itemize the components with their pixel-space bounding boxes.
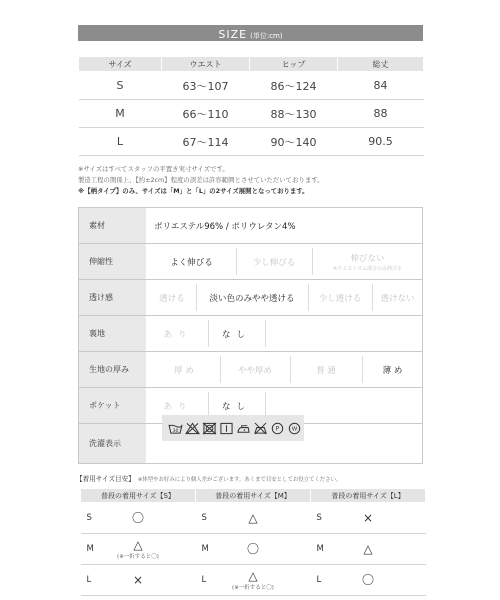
size-letter: S: [316, 513, 322, 523]
wash-30-icon: [168, 422, 183, 435]
note-3: ※【柄タイプ】のみ、サイズは「M」と「L」の2サイズ展開となっております。: [78, 187, 309, 195]
fit-mark: △: [363, 542, 373, 556]
size-cell: M: [79, 100, 162, 128]
guide-cell: [196, 534, 311, 565]
waist-cell: 66〜110: [162, 100, 250, 128]
svg-text:30: 30: [172, 428, 179, 434]
fit-note: (※一折すると〇): [117, 554, 159, 560]
fit-mark: 〇: [361, 573, 374, 587]
size-letter: M: [316, 544, 324, 554]
no-dry-clean-icon: [253, 422, 268, 435]
pocket-option: あり: [163, 401, 193, 412]
pocket-option: なし: [221, 401, 251, 412]
spec-label: 裏地: [79, 316, 146, 351]
no-bleach-icon: [185, 422, 200, 435]
size-letter: M: [201, 544, 209, 554]
sheer-option: 透ける: [159, 293, 185, 304]
fit-note: (※一折すると〇): [232, 585, 274, 591]
fit-mark: △: [248, 569, 258, 583]
spec-row-stretch: [79, 244, 422, 280]
guide-cell: [311, 565, 426, 596]
hip-cell: 88〜130: [250, 100, 338, 128]
table-row: [81, 534, 426, 565]
table-row: [79, 100, 424, 128]
header-length: 総丈: [338, 57, 424, 72]
care-label-strip: [162, 415, 304, 441]
table-row: [81, 565, 426, 596]
header-hip: ヒップ: [250, 57, 338, 72]
size-letter: L: [316, 575, 322, 585]
header-waist: ウエスト: [162, 57, 250, 72]
thickness-option: 薄 め: [382, 365, 403, 376]
size-letter: S: [86, 513, 92, 523]
size-notes: [78, 164, 324, 197]
size-unit: (単位:cm): [250, 32, 283, 40]
waist-cell: 63〜107: [162, 72, 250, 100]
waist-cell: 67〜114: [162, 128, 250, 156]
guide-cell: [311, 534, 426, 565]
tumble-dry-prohibited-icon: [202, 422, 217, 435]
spec-label: 素材: [79, 208, 146, 243]
size-letter: L: [201, 575, 207, 585]
stretch-note: ※ウエストゴム部分のみ伸びる: [333, 265, 402, 272]
length-cell: 84: [338, 72, 424, 100]
guide-heading: 【着用サイズ目安】: [76, 475, 135, 483]
lining-option: あり: [163, 329, 193, 340]
header-size: サイズ: [79, 57, 162, 72]
size-table-header: [79, 57, 424, 72]
stretch-option: 少し伸びる: [252, 257, 296, 268]
fit-mark: △: [248, 511, 258, 525]
guide-cell: [81, 534, 196, 565]
table-row: [79, 72, 424, 100]
guide-header-row: [81, 489, 426, 503]
wet-clean-icon: [287, 422, 302, 435]
guide-header-l: 普段の着用サイズ【L】: [311, 489, 426, 503]
fit-mark: ×: [362, 511, 374, 525]
spec-label: 生地の厚み: [79, 352, 146, 387]
sheer-option: 淡い色のみやや透ける: [209, 293, 295, 304]
fit-mark: 〇: [131, 511, 144, 525]
size-cell: S: [79, 72, 162, 100]
size-table: [78, 56, 424, 156]
spec-label: 透け感: [79, 280, 146, 315]
fit-mark: △: [133, 538, 143, 552]
size-header: [78, 25, 423, 41]
guide-cell: [81, 503, 196, 534]
spec-label: 洗濯表示: [79, 424, 146, 463]
spec-label: 伸縮性: [79, 244, 146, 279]
thickness-option: 普 通: [316, 365, 336, 376]
guide-cell: [81, 565, 196, 596]
sheer-option: 少し透ける: [318, 293, 362, 304]
size-guide-title: [76, 473, 341, 483]
guide-header-m: 普段の着用サイズ【M】: [196, 489, 311, 503]
hip-cell: 90〜140: [250, 128, 338, 156]
fit-mark: ×: [132, 573, 144, 587]
guide-subtitle: ※体型やお好みにより個人差がございます。あくまで目安としてお役立てください。: [137, 477, 342, 483]
table-row: [79, 128, 424, 156]
spec-row-sheer: [79, 280, 422, 316]
hip-cell: 86〜124: [250, 72, 338, 100]
guide-cell: [196, 565, 311, 596]
length-cell: 88: [338, 100, 424, 128]
thickness-option: やや厚め: [237, 365, 272, 376]
svg-text:W: W: [291, 426, 298, 433]
table-row: [81, 503, 426, 534]
sheer-option: 透けない: [380, 293, 415, 304]
fit-mark: 〇: [246, 542, 259, 556]
iron-low-icon: [236, 422, 251, 435]
size-letter: L: [86, 575, 92, 585]
svg-text:P: P: [275, 425, 280, 433]
line-dry-icon: [219, 422, 234, 435]
spec-label: ポケット: [79, 388, 146, 423]
dry-clean-p-icon: [270, 422, 285, 435]
size-letter: S: [201, 513, 207, 523]
stretch-option: 伸びない: [350, 253, 385, 264]
thickness-option: 厚 め: [174, 365, 194, 376]
spec-row-thickness: [79, 352, 422, 388]
spec-row-material: [79, 208, 422, 244]
material-value: ポリエステル96% / ポリウレタン4%: [154, 221, 296, 232]
size-guide-table: [80, 488, 426, 596]
size-title: SIZE: [218, 28, 248, 41]
length-cell: 90.5: [338, 128, 424, 156]
stretch-option: よく伸びる: [170, 257, 213, 268]
size-letter: M: [86, 544, 94, 554]
guide-cell: [311, 503, 426, 534]
spec-row-lining: [79, 316, 422, 352]
guide-header-s: 普段の着用サイズ【S】: [81, 489, 196, 503]
note-1: ※サイズはすべてスタッフの平置き実寸サイズです。: [78, 165, 229, 173]
stretch-option-none: [313, 244, 422, 279]
size-cell: L: [79, 128, 162, 156]
note-2: 製造工程の関係上、【約±2cm】程度の誤差は許容範囲とさせていただいております。: [78, 176, 324, 184]
guide-cell: [196, 503, 311, 534]
lining-option: なし: [221, 329, 251, 340]
divider: [265, 320, 266, 347]
